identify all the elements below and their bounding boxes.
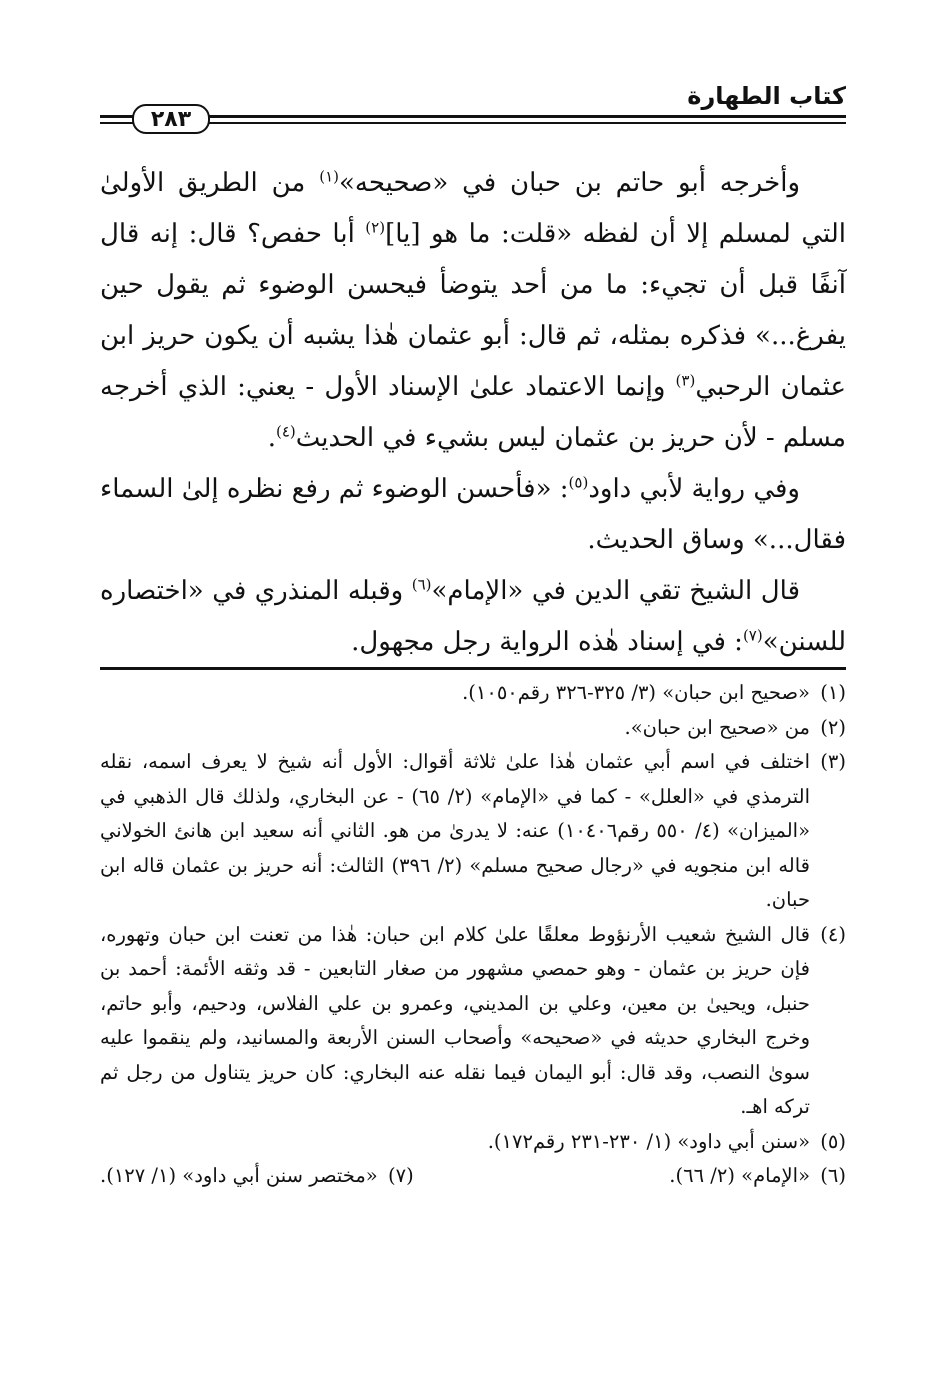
text-run: وفي رواية لأبي داود — [588, 474, 800, 504]
footnote-text: من «صحيح ابن حبان». — [624, 715, 810, 739]
text-run: وقبله المنذري في «اختصاره للسنن» — [100, 576, 846, 657]
page-number-text: ٢٨٣ — [150, 106, 192, 132]
text-run: وأخرجه أبو حاتم بن حبان في «صحيحه» — [338, 168, 801, 198]
text-run: : «فأحسن الوضوء ثم رفع نظره إلىٰ السماء فقال...» وساق الحديث. — [100, 474, 846, 555]
text-run: أبا حفص؟ قال: إنه قال آنفًا قبل أن تجيء: ما من أحد يتوضأ فيحسن الوضوء ثم يقول حين يفرغ...» فذكره بمثله، ثم قال: أبو عثمان هٰذا يشبه أن يكون حريز ابن عثمان الرحبي — [100, 219, 846, 402]
footnote-3 — [100, 745, 846, 918]
footnote-separator — [100, 667, 846, 670]
footnote-text: «صحيح ابن حبان» (٣/ ٣٢٥-٣٢٦ رقم١٠٥٠). — [462, 681, 810, 704]
footnote-number: (٣) — [820, 750, 846, 773]
header-rule-bottom — [100, 122, 846, 124]
running-title: كتاب الطهارة — [687, 82, 846, 110]
footnote-ref: (٧) — [742, 626, 763, 645]
footnote-text: «الإمام» (٢/ ٦٦). — [669, 1164, 810, 1187]
footnote-number: (٤) — [820, 922, 846, 946]
paragraph-3 — [100, 566, 846, 668]
text-run: : في إسناد هٰذه الرواية رجل مجهول. — [351, 627, 743, 657]
page-header — [100, 82, 846, 130]
footnote-row-6-7 — [100, 1159, 846, 1194]
footnote-text: «مختصر سنن أبي داود» (١/ ١٢٧). — [100, 1164, 378, 1187]
footnote-ref: (٣) — [675, 371, 696, 390]
page-number — [132, 104, 210, 134]
footnote-number: (٥) — [820, 1129, 846, 1153]
footnote-ref: (٦) — [411, 575, 432, 594]
footnote-text: قال الشيخ شعيب الأرنؤوط معلقًا علىٰ كلام ابن حبان: هٰذا من تعنت ابن حبان وتهوره، فإن حريز بن عثمان - وهو حمصي مشهور من صغار التابعين - قد وثقه الأئمة: أحمد بن حنبل، ويحيىٰ بن معين، وعلي بن المديني، وعمرو بن علي الفلاس، ودحيم، وأبو حاتم، وخرج البخاري حديثه في «صحيحه» وأصحاب السنن الأربعة والمسانيد، ولم ينقموا عليه سوىٰ النصب، وقد قال: أبو اليمان فيما نقله عنه البخاري: كان حريز يتناول من رجل ثم تركه اهـ. — [100, 922, 810, 1118]
footnote-number: (٢) — [820, 715, 846, 739]
footnote-ref: (٢) — [365, 218, 386, 237]
footnote-2 — [100, 711, 846, 746]
footnote-4 — [100, 918, 846, 1125]
footnote-7 — [100, 1159, 414, 1194]
footnote-1 — [100, 676, 846, 711]
footnote-ref: (٤) — [275, 422, 296, 441]
footnote-6 — [669, 1159, 846, 1194]
footnote-number: (٧) — [388, 1164, 414, 1187]
footnote-number: (٦) — [820, 1164, 846, 1187]
footnote-ref: (١) — [319, 167, 339, 186]
paragraph-1 — [100, 158, 846, 464]
footnotes — [100, 676, 846, 1194]
footnote-text: اختلف في اسم أبي عثمان هٰذا علىٰ ثلاثة أقوال: الأول أنه شيخ لا يعرف اسمه، نقله الترمذي في «العلل» - كما في «الإمام» (٢/ ٦٥) - عن البخاري، ولذلك قال الذهبي في «الميزان» (٤/ ٥٥٠ رقم١٠٤٠٦) عنه: لا يدرىٰ من هو. الثاني أنه سعيد ابن هانئ الخولاني قاله ابن منجويه في «رجال صحيح مسلم» (٢/ ٣٩٦) الثالث: أنه حريز بن عثمان قاله ابن حبان. — [100, 750, 810, 911]
text-run: قال الشيخ تقي الدين في «الإمام» — [431, 576, 800, 606]
text-run: من الطريق الأولىٰ التي لمسلم إلا أن لفظه «قلت: ما هو [يا] — [100, 168, 846, 249]
text-run: وإنما الاعتماد علىٰ الإسناد الأول - يعني: الذي أخرجه مسلم - لأن حريز بن عثمان ليس بشيء في الحديث — [100, 372, 846, 453]
footnote-number: (١) — [820, 681, 846, 704]
paragraph-2 — [100, 464, 846, 566]
text-run: . — [267, 423, 276, 453]
header-rule-top — [100, 115, 846, 118]
main-text — [100, 158, 846, 668]
footnote-5 — [100, 1125, 846, 1160]
footnote-ref: (٥) — [568, 473, 589, 492]
footnote-text: «سنن أبي داود» (١/ ٢٣٠-٢٣١ رقم١٧٢). — [487, 1129, 810, 1153]
